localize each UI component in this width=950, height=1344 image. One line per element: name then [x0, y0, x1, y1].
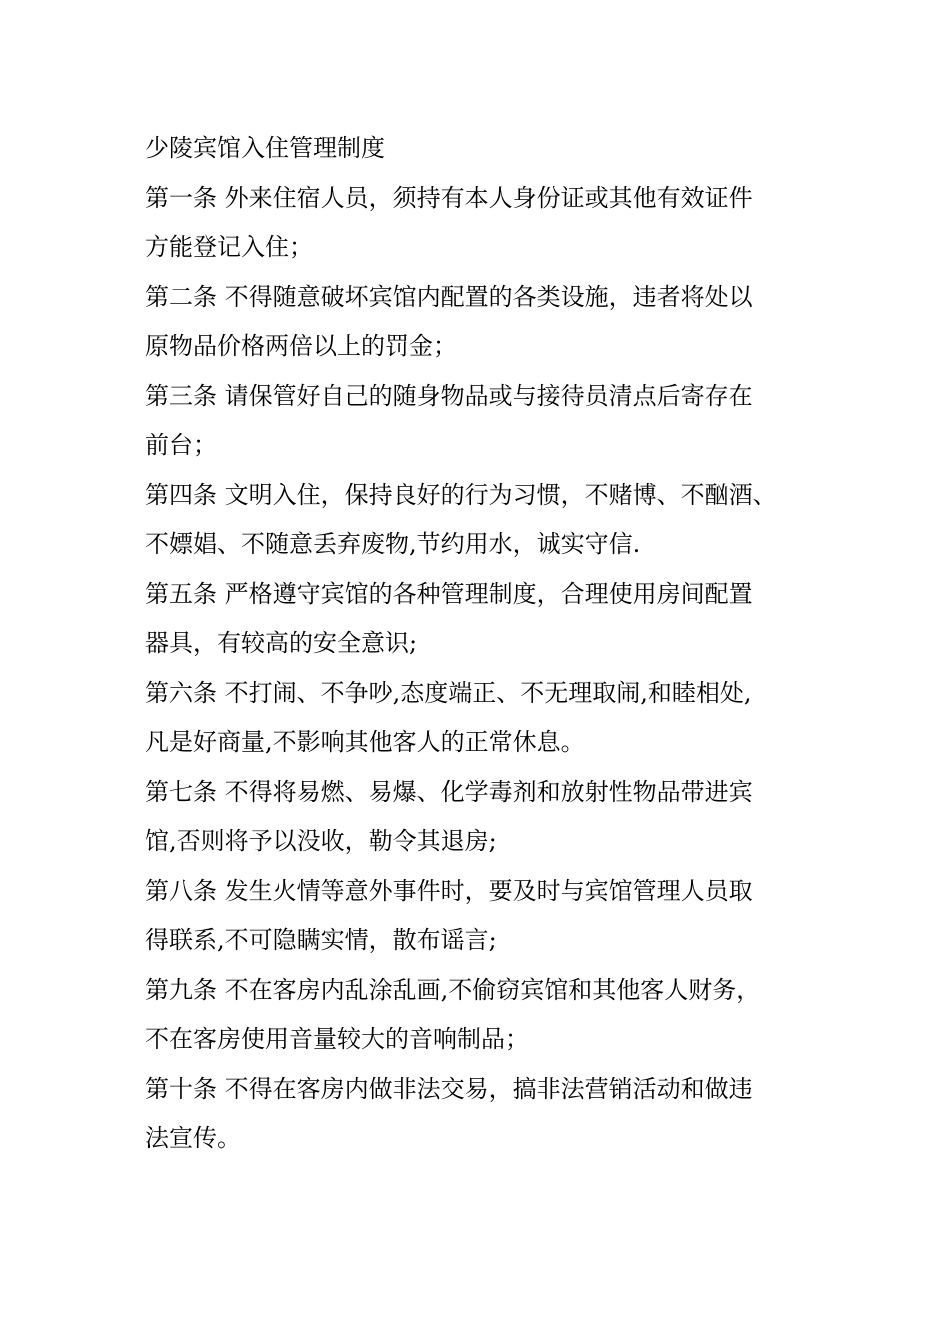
- text-line: 前台；: [145, 431, 217, 459]
- text-line: 第七条 不得将易燃、易爆、化学毒剂和放射性物品带进宾: [145, 777, 753, 806]
- text-line: 馆,否则将予以没收，勒令其退房;: [145, 827, 497, 855]
- text-line: 第二条 不得随意破坏宾馆内配置的各类设施，违者将处以: [145, 282, 753, 311]
- text-line: 第五条 严格遵守宾馆的各种管理制度，合理使用房间配置: [145, 579, 753, 608]
- text-line: 第八条 发生火情等意外事件时，要及时与宾馆管理人员取: [145, 876, 753, 905]
- document-body: [145, 124, 835, 1164]
- text-line: 第一条 外来住宿人员，须持有本人身份证或其他有效证件: [145, 183, 753, 212]
- text-line: 第十条 不得在客房内做非法交易，搞非法营销活动和做违: [145, 1074, 753, 1103]
- text-line: 第四条 文明入住，保持良好的行为习惯，不赌博、不酗酒、: [145, 480, 777, 509]
- text-line: 第三条 请保管好自己的随身物品或与接待员清点后寄存在: [145, 381, 753, 410]
- document-title: 少陵宾馆入住管理制度: [145, 134, 385, 162]
- text-line: 不在客房使用音量较大的音响制品；: [145, 1025, 529, 1053]
- text-line: 法宣传。: [145, 1124, 241, 1152]
- text-line: 凡是好商量,不影响其他客人的正常休息。: [145, 728, 585, 756]
- text-line: 方能登记入住；: [145, 233, 313, 261]
- text-line: 原物品价格两倍以上的罚金；: [145, 332, 457, 360]
- text-line: 得联系,不可隐瞒实情，散布谣言;: [145, 926, 497, 954]
- text-line: 不嫖娼、不随意丢弃废物,节约用水，诚实守信.: [145, 530, 641, 558]
- text-line: 器具，有较高的安全意识;: [145, 629, 418, 657]
- text-line: 第九条 不在客房内乱涂乱画,不偷窃宾馆和其他客人财务，: [145, 975, 761, 1004]
- text-line: 第六条 不打闹、不争吵,态度端正、不无理取闹,和睦相处,: [145, 678, 752, 707]
